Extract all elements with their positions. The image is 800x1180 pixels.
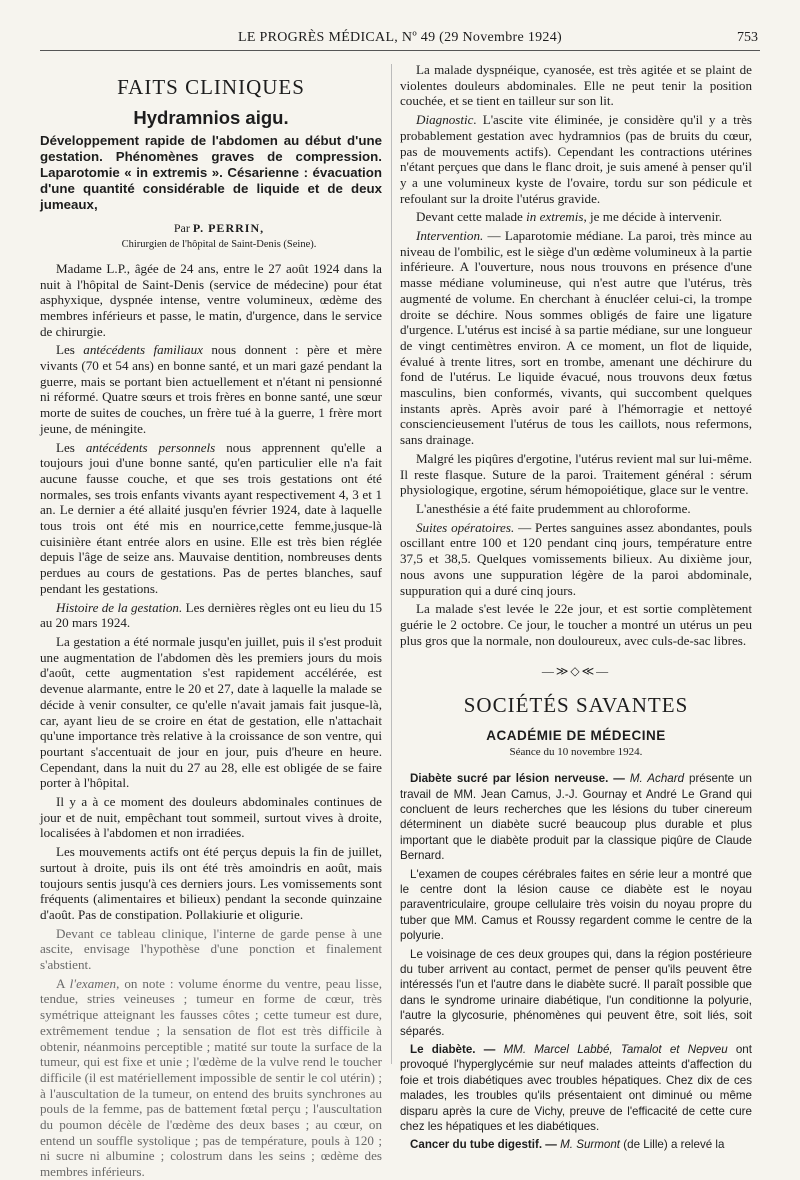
article-title: Hydramnios aigu.: [133, 106, 289, 128]
report-lead: Le diabète. —: [410, 1043, 496, 1057]
report-lead: Cancer du tube digestif. —: [410, 1138, 557, 1152]
emphasis: l'examen: [69, 975, 117, 991]
report-paragraph: Le voisinage de ces deux groupes qui, dans la région postérieure du tuber arrivent au contact, permet de penser qu'ils peuvent être intéressés l'un et l'autre dans le diabète sucré. Il paraît possible que dans le syndrome urinaire diabétique, l'un conditionne la polyurie, l'autre la glycosurie, phénomènes qui peuvent être, soit liés, soit séparés.: [400, 947, 752, 1038]
section-title-societes-savantes: SOCIÉTÉS SAVANTES: [463, 693, 689, 718]
report-paragraph: L'examen de coupes cérébrales faites en série leur a montré que le centre dont la lésion cause ce diabète est le noyau paraventriculaire, groupe cellulaire très voisin du noyau propre du tuber que MM. Camus et Roussy regardent comme le centre de la polyurie.: [400, 867, 752, 943]
paragraph: Malgré les piqûres d'ergotine, l'utérus revient mal sur lui-même. Il reste flasque. Suture de la paroi. Traitement général : sérum physiologique, ergotine, sérum hémopoiétique, glace sur le ventre.: [400, 450, 752, 498]
paragraph: Madame L.P., âgée de 24 ans, entre le 27 août 1924 dans la nuit à l'hôpital de Saint-Denis (service de médecine) pour état asphyxique, dyspnée intense, ventre volumineux, œdème des membres inférieurs et passe, le matin, d'urgence, dans le service de chirurgie.: [40, 260, 382, 339]
report-author: MM. Marcel Labbé, Tamalot et Nepveu: [503, 1043, 728, 1057]
text-run: — Pertes sanguines assez abondantes, pouls oscillant entre 100 et 120 pendant cinq jours, température entre 37,5 et 38,5. Quelques vomissements bilieux. Au dixième jour, nous avons une suppuration légère de la paroi abdominale, suppuration qui a duré cinq jours.: [400, 519, 752, 598]
text-run: — Laparotomie médiane. La paroi, très mince au niveau de l'ombilic, est le siège d'un œdème volumineux à la partie inférieure. A l'ouverture, nous nous trouvons en présence d'une masse médiane volumineuse, qui n'est autre que l'utérus, très augmenté de volume. En cherchant à énucléer celui-ci, la trompe droite se déchire. Nous sommes obligés de faire une ligature d'urgence. L'utérus est incisé à sa partie médiane, sur une longueur de vingt centimètres environ. A ce moment, un flot de liquide, évalué à trente litres, sort en trombe, amenant une déchirure du fond de l'utérus. Le liquide évacué, nous trouvons deux fœtus masculins, bien conformés, vivants, qui succombent quelques instants après. Après avoir paré à l'hémorragie et nettoyé consciencieusement l'utérus de tous les caillots, nous refermons, sans drainage.: [400, 228, 752, 448]
emphasis: Suites opératoires.: [416, 519, 515, 535]
academie-heading: ACADÉMIE DE MÉDECINE: [486, 727, 666, 743]
section-separator: —≫◇≪—: [541, 664, 611, 679]
author-affiliation: Chirurgien de l'hôpital de Saint-Denis (Seine).: [121, 239, 317, 251]
paragraph: La gestation a été normale jusqu'en juillet, puis il s'est produit une augmentation de l'abdomen dès les premiers jours du mois d'août, cette augmentation s'est rapidement accélérée, est devenue alarmante, entre le 20 et 27, date à laquelle la malade se décide à venir consulter, ce qu'elle n'avait jamais fait jusque-là, car, ayant lieu de se croire en état de gestation, elle n'attachait qu'une importance très relative à la croissance de son ventre, qui pourtant s'accentuait de jour en jour, puis d'heure en heure. Cependant, dans la nuit du 27 au 28, elle est obligée de se faire porter à l'hôpital.: [40, 633, 382, 791]
right-column: [400, 62, 753, 1152]
emphasis: Diagnostic.: [416, 112, 477, 128]
paragraph: [400, 209, 752, 225]
paragraph: La malade dyspnéique, cyanosée, est très agitée et se plaint de violentes douleurs abdominales. Elle ne peut tenir la position couchée, et se tient en tailleur sur son lit.: [400, 62, 752, 109]
text-run: nous donnent : père et mère vivants (70 et 54 ans) en bonne santé, et un mari gazé pendant la guerre, mais se portant bien actuellement et n'étant ni pensionné ni réformé. Quatre sœurs et trois frères en bonne santé, une sœur morte de suites de couches, un frère tué à la guerre, 1 frère mort jeune, de méningite.: [40, 342, 382, 436]
page-number: 753: [737, 30, 758, 45]
report-paragraph: [400, 1042, 752, 1134]
text-run: Devant cette malade: [416, 209, 523, 225]
article-subtitle: Développement rapide de l'abdomen au début d'une gestation. Phénomènes graves de compression. Laparotomie « in extremis ». Césarienne : évacuation d'une quantité considérable de liquide et de deux jumeaux,: [40, 133, 382, 213]
running-head: [40, 30, 760, 51]
text-run: présente un travail de MM. Jean Camus, J.-J. Gournay et André Le Grand qui concluent de leurs recherches que les lésions du tuber cinereum déterminent un diabète sucré beaucoup plus durable et plus important que le diabète produit par la classique piqûre de Claude Bernard.: [400, 772, 752, 863]
section-title-faits-cliniques: FAITS CLINIQUES: [117, 75, 305, 99]
report-author: M. Achard: [629, 772, 685, 786]
paragraph: [400, 520, 752, 599]
paragraph: [40, 976, 382, 1180]
seance-date: Séance du 10 novembre 1924.: [509, 746, 643, 759]
text-run: nous apprennent qu'elle a toujours joui d'une bonne santé, qu'en particulier elle n'a fait aucune fausse couche, et que ses trois gestations ont été normales, ses trois enfants vivants ayant respectivement 4, 3 et 1 an. Le dernier a été allaité jusqu'en février 1924, date à laquelle tous trois ont été mis en nourrice,cette femme,jusque-là cuisinière étant entrée alors en usine. Elle est très bien réglée depuis l'âge de seize ans. Mauvaise dentition, nombreuses dents perdues au cours de gestations. Pas de pertes blanches, sauf pendant les gestations.: [40, 439, 382, 596]
emphasis: Histoire de la gestation.: [56, 599, 183, 615]
societes-reports: [400, 771, 752, 1153]
left-column: [40, 62, 382, 1180]
author-name: P. PERRIN,: [192, 221, 265, 236]
text-run: ont provoqué l'hyperglycémie sur neuf malades atteints d'affection du foie et trois diabétiques avec troubles hépatiques. Chez dix de ces malades, les troubles qu'ils présentaient ont diminué ou même disparu après la cure de Vichy, preuve de l'efficacité de cette cure chez les hépatiques et les diabétiques.: [400, 1043, 752, 1134]
byline-prefix: Par: [173, 221, 190, 236]
paragraph: Devant ce tableau clinique, l'interne de garde pense à une ascite, envisage l'hypothèse d'une ponction et finalement s'abstient.: [40, 925, 382, 973]
report-paragraph: [400, 771, 752, 863]
paragraph: [400, 228, 752, 448]
text-run: , on note : volume énorme du ventre, peau lisse, tendue, stries veineuses ; tumeur en forme de cœur, très symétrique atteignant les fausses côtes ; cette tumeur est dure, extrêmement tendue ; la sensation de flot est très difficile à obtenir, néanmoins perceptible ; matité sur toute la surface de la tumeur, qui est fixe et unie ; l'œdème de la vulve rend le toucher difficile (il est matériellement impossible de sentir le col utérin) ; à l'auscultation de la tumeur, on entend des bruits synchrones au pouls de la femme, pas de battement fœtal perçu ; l'auscultation du poumon décèle de l'œdème des deux bases ; au cœur, on entend un souffle systolique ; pas de température, pouls à 120 ; ni sucre ni albumine ; colostrum dans les seins ; œdème des membres inférieurs.: [40, 975, 382, 1180]
text-run: L'ascite vite éliminée, je considère qu'il y a très probablement gestation avec hydramnios (pas de bruits du cœur, pas de mouvements actifs). Cependant les contractions utérines n'étant perçues que dans le flanc droit, je suis amené à penser qu'il y a une volumineux kyste de l'ovaire, tordu sur son pédicule et refoulant sur la droite l'utérus gravide.: [400, 112, 753, 206]
report-paragraph: [400, 1137, 752, 1152]
paragraph: L'anesthésie a été faite prudemment au chloroforme.: [416, 500, 691, 516]
text-run: A: [56, 975, 65, 991]
report-author: M. Surmont: [560, 1138, 621, 1152]
byline: [40, 221, 382, 237]
paragraph: [40, 440, 382, 597]
paragraph: Il y a à ce moment des douleurs abdominales continues de jour et de nuit, empêchant tout sommeil, surtout vives à droite, localisées à l'abdomen et non irradiées.: [40, 794, 382, 841]
text-run: (de Lille) a relevé la: [623, 1138, 725, 1152]
emphasis: antécédents personnels: [85, 439, 216, 455]
paragraph: [400, 112, 752, 206]
paragraph: [40, 600, 382, 631]
paragraph: La malade s'est levée le 22e jour, et est sortie complètement guérie le 2 octobre. Ce jour, le toucher a montré un utérus un peu plus gros que la normale, non douloureux, avec culs-de-sac libres.: [400, 601, 752, 648]
paragraph: [40, 342, 382, 436]
text-run: Les dernières règles ont eu lieu du 15 au 20 mars 1924.: [40, 599, 382, 631]
paragraph: Les mouvements actifs ont été perçus depuis la fin de juillet, surtout à droite, puis ils ont été très amoindris en août, mais toujours sentis jusqu'à ces derniers jours. Les vomissements sont fréquents (alimentaires et bilieux) pendant la seconde quinzaine d'août. Pas de constipation. Pollakiurie et oligurie.: [40, 844, 382, 922]
emphasis: antécédents familiaux: [83, 342, 203, 358]
text-run: , je me décide à intervenir.: [583, 209, 723, 225]
text-run: Les: [56, 439, 75, 455]
column-rule: [391, 64, 392, 1064]
report-lead: Diabète sucré par lésion nerveuse. —: [410, 772, 625, 786]
running-title: LE PROGRÈS MÉDICAL, Nº 49 (29 Novembre 1924): [238, 30, 562, 45]
emphasis: in extremis: [526, 209, 584, 225]
text-run: Les: [56, 342, 75, 358]
emphasis: Intervention.: [416, 228, 484, 244]
